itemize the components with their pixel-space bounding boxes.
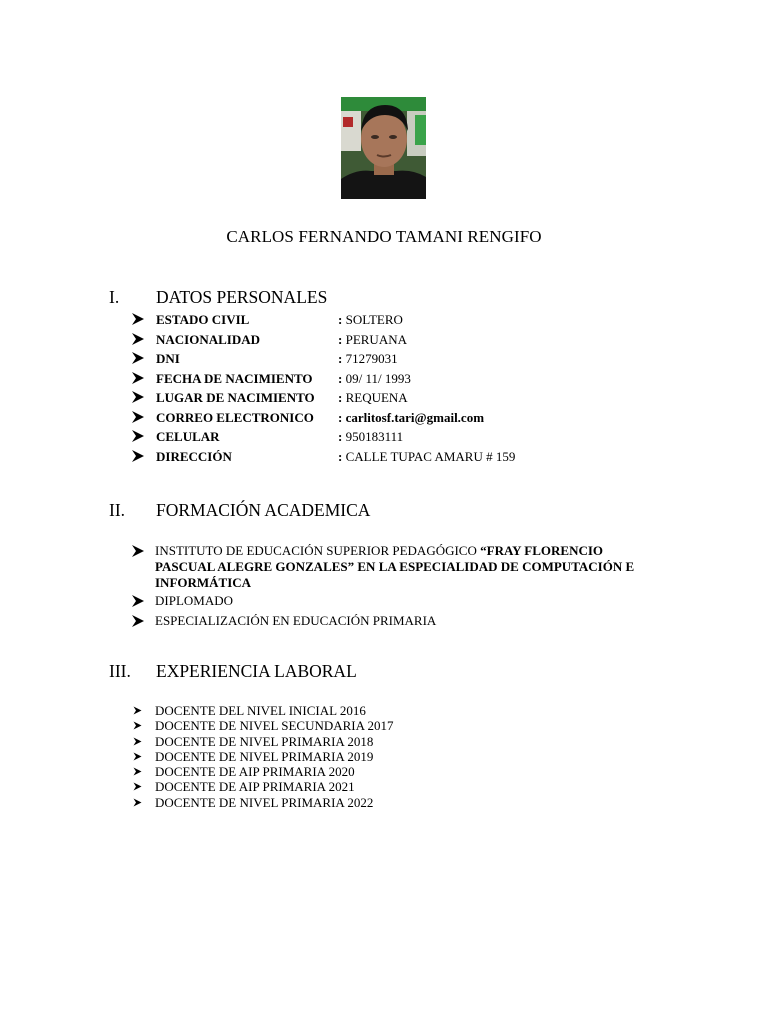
experience-item-text: DOCENTE DE NIVEL PRIMARIA 2019 — [155, 748, 374, 764]
list-item — [131, 310, 691, 330]
arrowhead-bullet-icon — [133, 737, 142, 746]
field-label: DNI — [156, 351, 180, 366]
arrowhead-bullet-icon — [131, 544, 145, 558]
full-name: CARLOS FERNANDO TAMANI RENGIFO — [226, 227, 542, 246]
arrowhead-bullet-icon — [131, 332, 145, 346]
arrowhead-bullet-icon — [131, 594, 145, 608]
email-value: : carlitosf.tari@gmail.com — [338, 409, 485, 425]
field-value: : CALLE TUPAC AMARU # 159 — [338, 448, 516, 464]
experience-item-text: DOCENTE DEL NIVEL INICIAL 2016 — [155, 703, 366, 718]
list-item — [131, 543, 651, 593]
list-item — [133, 703, 533, 718]
experience-list — [133, 703, 533, 810]
education-item-text: DIPLOMADO — [155, 593, 233, 608]
section-number: I. — [109, 287, 120, 307]
experience-item-text: DOCENTE DE NIVEL PRIMARIA 2022 — [155, 794, 374, 810]
arrowhead-bullet-icon — [131, 429, 145, 443]
field-value: : SOLTERO — [338, 312, 403, 327]
list-item — [131, 593, 651, 613]
arrowhead-bullet-icon — [133, 782, 142, 791]
field-value: : 09/ 11/ 1993 — [338, 370, 411, 386]
field-label: DIRECCIÓN — [156, 448, 232, 464]
list-item — [131, 330, 691, 350]
experience-item-text: DOCENTE DE NIVEL SECUNDARIA 2017 — [155, 718, 394, 734]
arrowhead-bullet-icon — [131, 614, 145, 628]
field-value: : 950183111 — [338, 429, 404, 444]
field-label: NACIONALIDAD — [156, 331, 261, 347]
arrowhead-bullet-icon — [133, 721, 142, 730]
education-item-text: INSTITUTO DE EDUCACIÓN SUPERIOR PEDAGÓGICO “FRAY FLORENCIO PASCUAL ALEGRE GONZALES” EN LA ESPECIALIDAD DE COMPUTACIÓN E INFORMÁTICA — [155, 543, 635, 590]
list-item — [133, 764, 533, 779]
section-title: EXPERIENCIA LABORAL — [156, 661, 357, 681]
arrowhead-bullet-icon — [131, 351, 145, 365]
arrowhead-bullet-icon — [131, 410, 145, 424]
arrowhead-bullet-icon — [133, 767, 142, 776]
list-item — [131, 427, 691, 447]
arrowhead-bullet-icon — [131, 312, 145, 326]
list-item — [133, 795, 533, 810]
arrowhead-bullet-icon — [133, 706, 142, 715]
list-item — [131, 369, 691, 389]
list-item — [131, 613, 651, 633]
arrowhead-bullet-icon — [131, 449, 145, 463]
list-item — [133, 734, 533, 749]
field-label: ESTADO CIVIL — [156, 312, 250, 327]
section-heading-education — [109, 500, 370, 521]
field-value: : PERUANA — [338, 331, 407, 347]
field-label: CELULAR — [156, 429, 220, 444]
section-heading-personal — [109, 287, 327, 308]
field-label: LUGAR DE NACIMIENTO — [156, 390, 315, 405]
experience-item-text: DOCENTE DE NIVEL PRIMARIA 2018 — [155, 733, 374, 749]
list-item — [133, 749, 533, 764]
field-label: CORREO ELECTRONICO — [156, 409, 314, 425]
education-list — [131, 543, 651, 633]
list-item — [131, 408, 691, 428]
list-item — [131, 447, 691, 467]
arrowhead-bullet-icon — [133, 752, 142, 761]
arrowhead-bullet-icon — [133, 798, 142, 807]
section-title: FORMACIÓN ACADEMICA — [156, 500, 371, 520]
list-item — [131, 388, 691, 408]
field-value: : REQUENA — [338, 390, 408, 405]
experience-item-text: DOCENTE DE AIP PRIMARIA 2021 — [155, 779, 355, 795]
experience-item-text: DOCENTE DE AIP PRIMARIA 2020 — [155, 764, 355, 780]
list-item — [133, 779, 533, 794]
list-item — [133, 718, 533, 733]
profile-photo — [341, 97, 426, 199]
field-value: : 71279031 — [338, 351, 398, 366]
field-label: FECHA DE NACIMIENTO — [156, 370, 313, 386]
section-number: III. — [109, 661, 131, 681]
list-item — [131, 349, 691, 369]
section-number: II. — [109, 500, 126, 520]
section-heading-experience — [109, 661, 357, 682]
arrowhead-bullet-icon — [131, 390, 145, 404]
personal-data-list — [131, 310, 691, 466]
arrowhead-bullet-icon — [131, 371, 145, 385]
education-item-text: ESPECIALIZACIÓN EN EDUCACIÓN PRIMARIA — [155, 613, 437, 628]
section-title: DATOS PERSONALES — [156, 287, 328, 307]
